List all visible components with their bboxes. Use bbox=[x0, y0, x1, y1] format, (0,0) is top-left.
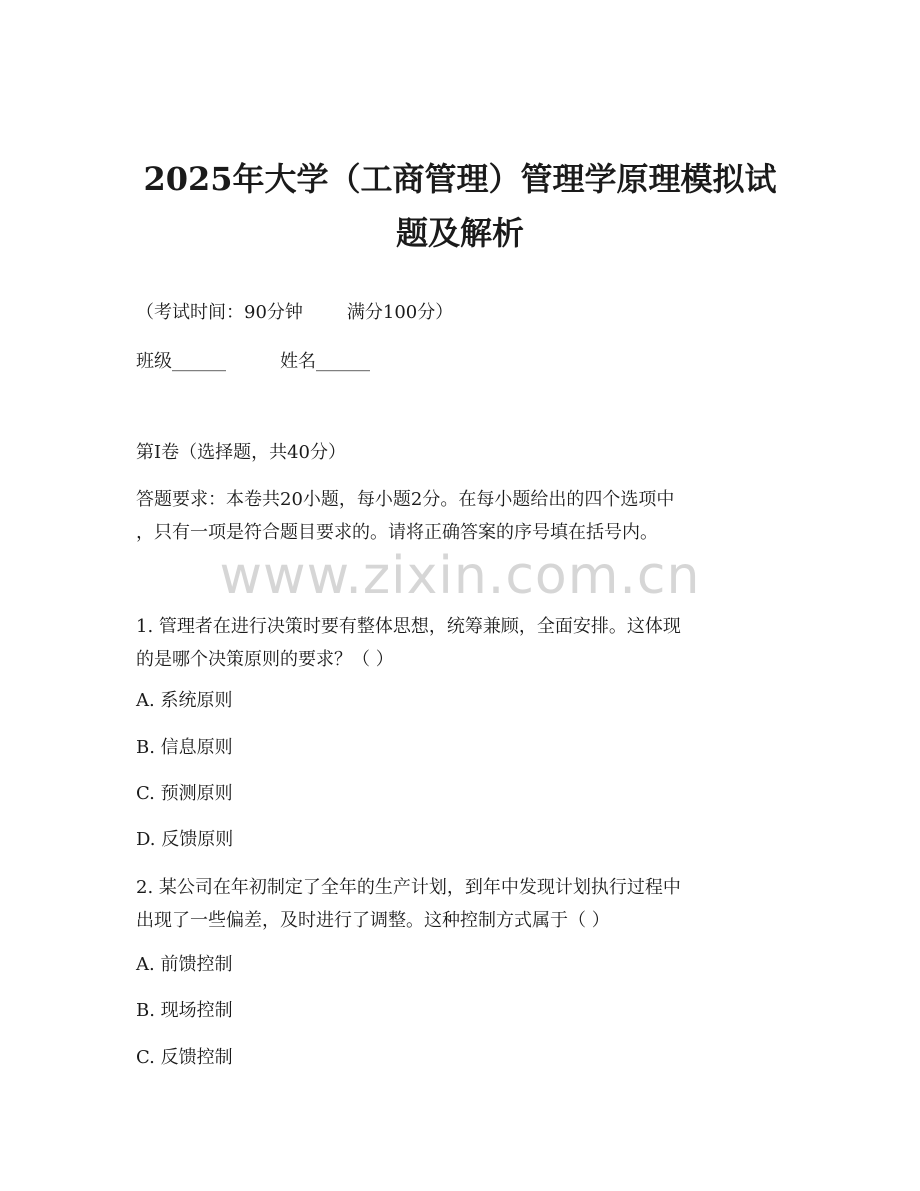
exam-info bbox=[136, 300, 796, 326]
title-line-2: 题及解析 bbox=[395, 214, 524, 252]
question-2-line-1: 2. 某公司在年初制定了全年的生产计划，到年中发现计划执行过程中 bbox=[136, 877, 681, 898]
question-2-stem bbox=[136, 871, 796, 937]
question-1-line-1: 1. 管理者在进行决策时要有整体思想，统筹兼顾，全面安排。这体现 bbox=[136, 616, 681, 637]
question-1-line-2: 的是哪个决策原则的要求？（ ） bbox=[136, 649, 394, 670]
title-line-1: 2025年大学（工商管理）管理学原理模拟试 bbox=[143, 160, 777, 198]
name-field: 姓名______ bbox=[280, 351, 370, 372]
exam-time: （考试时间：90分钟 bbox=[136, 302, 303, 323]
question-2-option-c: C. 反馈控制 bbox=[136, 1047, 233, 1068]
class-field: 班级______ bbox=[136, 351, 226, 372]
question-1-stem bbox=[136, 610, 796, 676]
section-instruction bbox=[136, 483, 796, 549]
question-2-line-2: 出现了一些偏差，及时进行了调整。这种控制方式属于（ ） bbox=[136, 910, 610, 931]
document-title bbox=[100, 152, 820, 260]
question-1-option-b: B. 信息原则 bbox=[136, 737, 233, 758]
instruction-line-1: 答题要求：本卷共20小题，每小题2分。在每小题给出的四个选项中 bbox=[136, 489, 675, 510]
question-1-option-a: A. 系统原则 bbox=[136, 690, 233, 711]
question-1-option-c: C. 预测原则 bbox=[136, 783, 233, 804]
watermark: www.zixin.com.cn bbox=[219, 546, 701, 606]
question-1-option-d: D. 反馈原则 bbox=[136, 829, 234, 850]
exam-score: 满分100分） bbox=[346, 302, 454, 323]
question-2-option-a: A. 前馈控制 bbox=[136, 954, 233, 975]
student-fields bbox=[136, 349, 796, 375]
section-heading: 第I卷（选择题，共40分） bbox=[136, 442, 347, 463]
question-2-option-b: B. 现场控制 bbox=[136, 1000, 233, 1021]
instruction-line-2: ，只有一项是符合题目要求的。请将正确答案的序号填在括号内。 bbox=[136, 522, 658, 543]
